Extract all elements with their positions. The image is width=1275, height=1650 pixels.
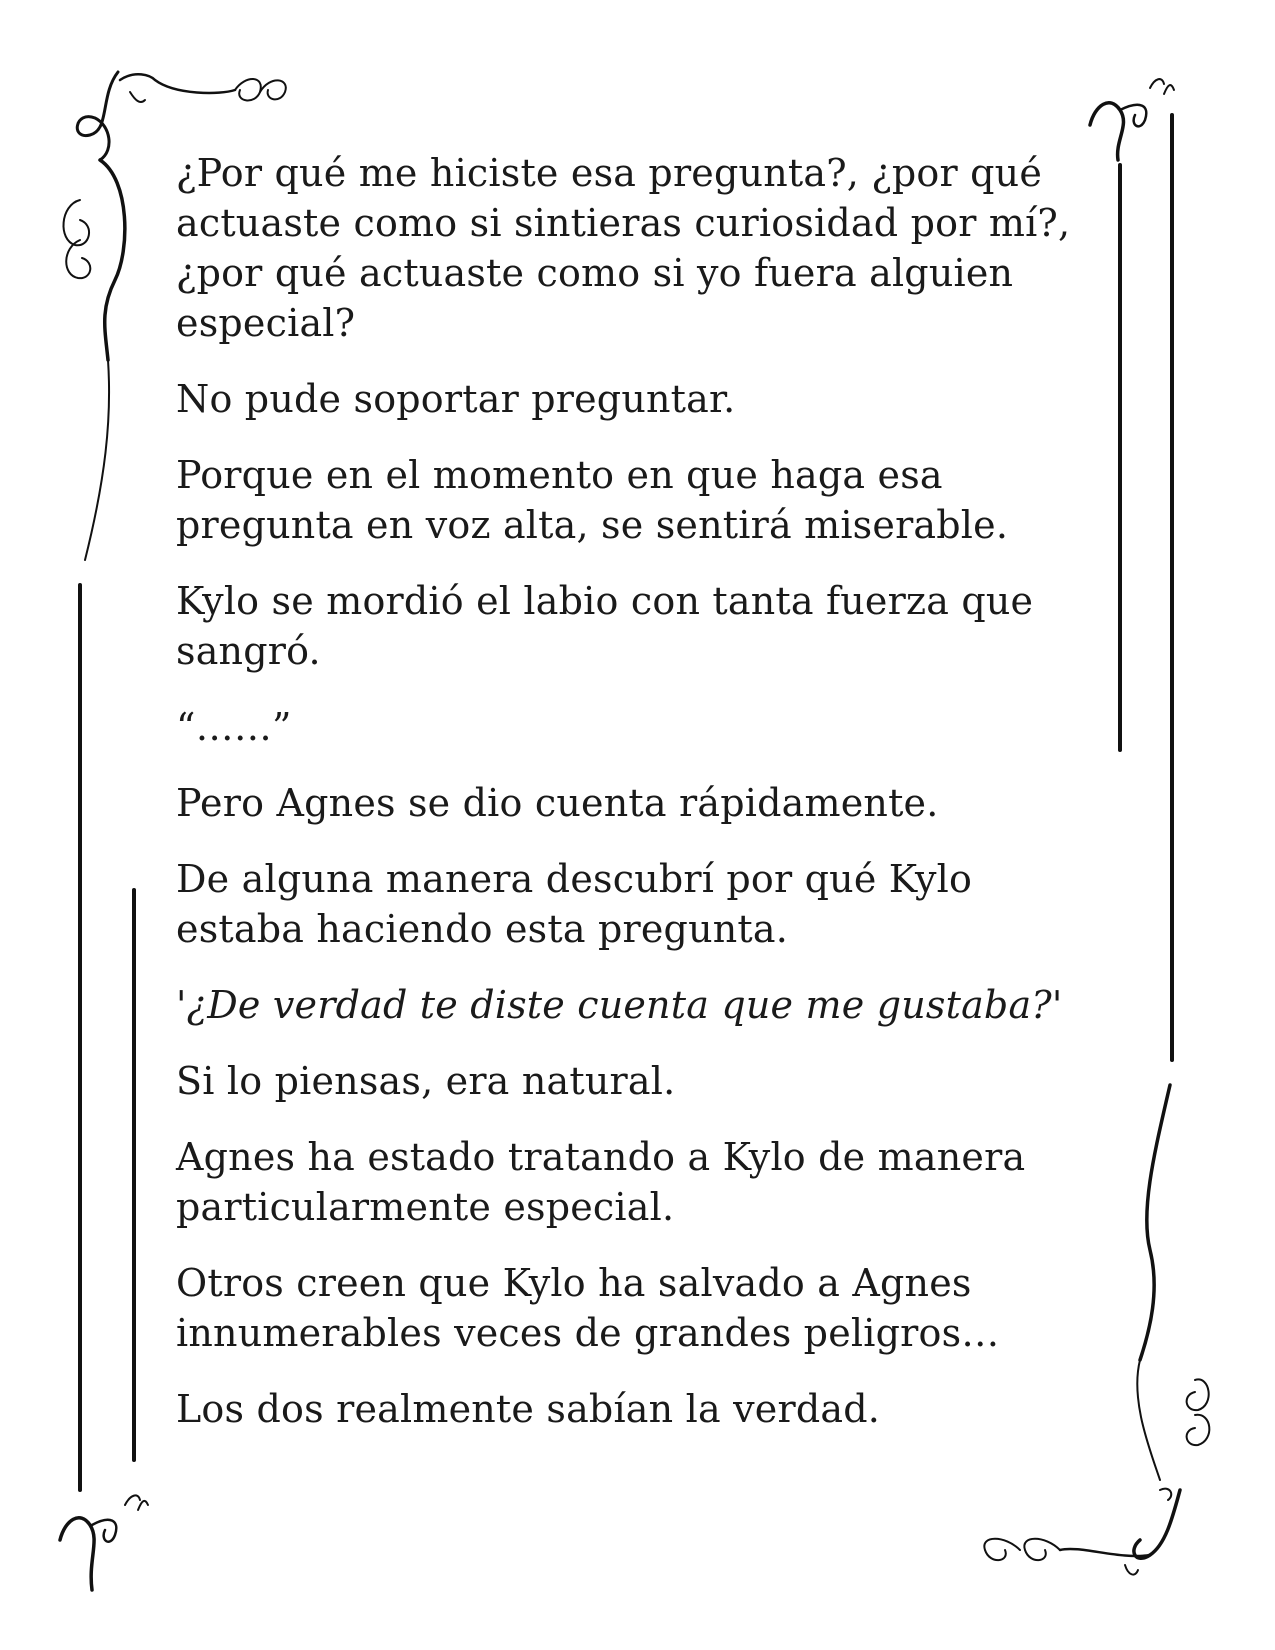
italic-thought-paragraph: '¿De verdad te diste cuenta que me gustaba?': [176, 983, 1063, 1027]
page-body: [176, 148, 1076, 1460]
paragraph: Pero Agnes se dio cuenta rápidamente.: [176, 781, 939, 825]
paragraph: Si lo piensas, era natural.: [176, 1059, 676, 1103]
paragraph: Otros creen que Kylo ha salvado a Agnes innumerables veces de grandes peligros…: [176, 1261, 1000, 1355]
paragraph: Los dos realmente sabían la verdad.: [176, 1387, 881, 1431]
paragraph: ¿Por qué me hiciste esa pregunta?, ¿por qué actuaste como si sintieras curiosidad por mí?, ¿por qué actuaste como si yo fuera alguien especial?: [176, 151, 1071, 345]
paragraph: Kylo se mordió el labio con tanta fuerza que sangró.: [176, 579, 1034, 673]
paragraph: Porque en el momento en que haga esa pregunta en voz alta, se sentirá miserable.: [176, 453, 1009, 547]
paragraph: No pude soportar preguntar.: [176, 377, 736, 421]
paragraph: “……”: [176, 705, 292, 749]
top-right-flourish-icon: [1090, 79, 1174, 160]
paragraph: Agnes ha estado tratando a Kylo de manera particularmente especial.: [176, 1135, 1026, 1229]
bottom-left-flourish-icon: [60, 1495, 148, 1590]
paragraph: De alguna manera descubrí por qué Kylo estaba haciendo esta pregunta.: [176, 857, 973, 951]
